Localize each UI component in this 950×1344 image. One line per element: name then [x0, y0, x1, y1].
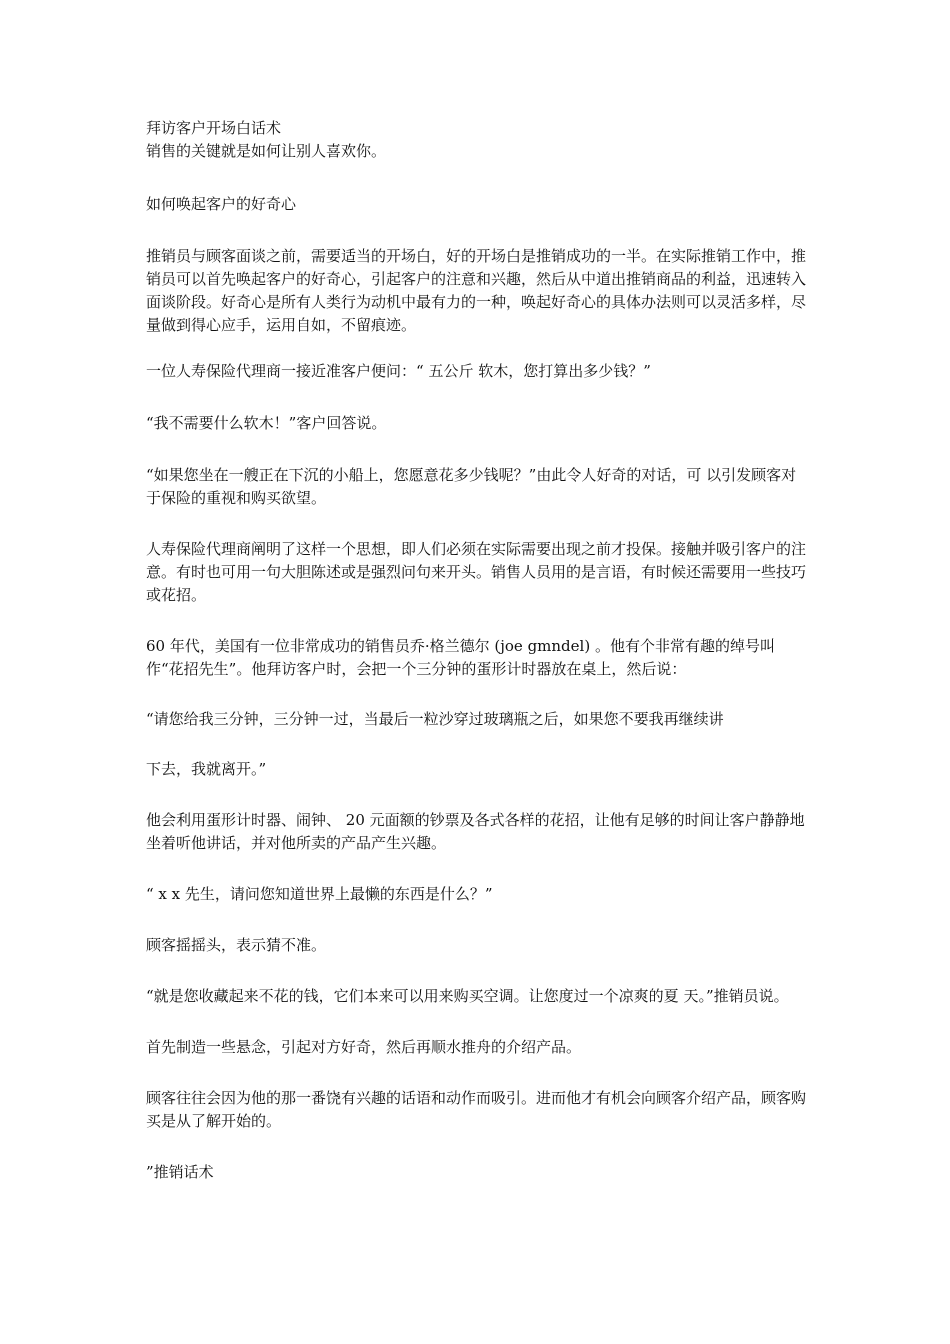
- paragraph-15: ”推销话术: [146, 1163, 214, 1181]
- paragraph-2: 一位人寿保险代理商一接近准客户便问：“ 五公斤 软木，您打算出多少钱？”: [146, 362, 651, 380]
- document-subtitle: 销售的关键就是如何让别人喜欢你。: [146, 142, 387, 160]
- paragraph-13: 首先制造一些悬念，引起对方好奇，然后再顺水推舟的介绍产品。: [146, 1038, 582, 1056]
- document-title: 拜访客户开场白话术: [146, 119, 282, 137]
- document-body: [146, 117, 810, 1184]
- paragraph-1: 推销员与顾客面谈之前，需要适当的开场白，好的开场白是推销成功的一半。在实际推销工作中，推销员可以首先唤起客户的好奇心，引起客户的注意和兴趣，然后从中道出推销商品的利益，迅速转入面谈阶段。好奇心是所有人类行为动机中最有力的一种，唤起好奇心的具体办法则可以灵活多样，尽量做到得心应手，运用自如，不留痕迹。: [146, 247, 807, 334]
- paragraph-5: 人寿保险代理商阐明了这样一个思想，即人们必须在实际需要出现之前才投保。接触并吸引客户的注意。有时也可用一句大胆陈述或是强烈问句来开头。销售人员用的是言语，有时候还需要用一些技巧或花招。: [146, 540, 807, 604]
- paragraph-10: “ x x 先生，请问您知道世界上最懒的东西是什么？”: [146, 885, 493, 903]
- paragraph-11: 顾客摇摇头，表示猜不准。: [146, 936, 327, 954]
- paragraph-3: “我不需要什么软木！”客户回答说。: [146, 414, 387, 432]
- paragraph-6: 60 年代，美国有一位非常成功的销售员乔·格兰德尔 (joe gmndel) 。他有个非常有趣的绰号叫作“花招先生”。他拜访客户时，会把一个三分钟的蛋形计时器放在桌上，然后说：: [146, 637, 775, 678]
- paragraph-14: 顾客往往会因为他的那一番饶有兴趣的话语和动作而吸引。进而他才有机会向顾客介绍产品，顾客购买是从了解开始的。: [146, 1089, 807, 1130]
- paragraph-12: “就是您收藏起来不花的钱，它们本来可以用来购买空调。让您度过一个凉爽的夏 天。”推销员说。: [146, 987, 789, 1005]
- paragraph-8: 下去，我就离开。”: [146, 760, 267, 778]
- paragraph-4: “如果您坐在一艘正在下沉的小船上，您愿意花多少钱呢？”由此令人好奇的对话，可 以引发顾客对于保险的重视和购买欲望。: [146, 466, 797, 507]
- paragraph-7: “请您给我三分钟，三分钟一过，当最后一粒沙穿过玻璃瓶之后，如果您不要我再继续讲: [146, 710, 724, 728]
- paragraph-9: 他会利用蛋形计时器、闹钟、 20 元面额的钞票及各式各样的花招，让他有足够的时间让客户静静地坐着听他讲话，并对他所卖的产品产生兴趣。: [146, 811, 805, 852]
- section-heading: 如何唤起客户的好奇心: [146, 195, 297, 213]
